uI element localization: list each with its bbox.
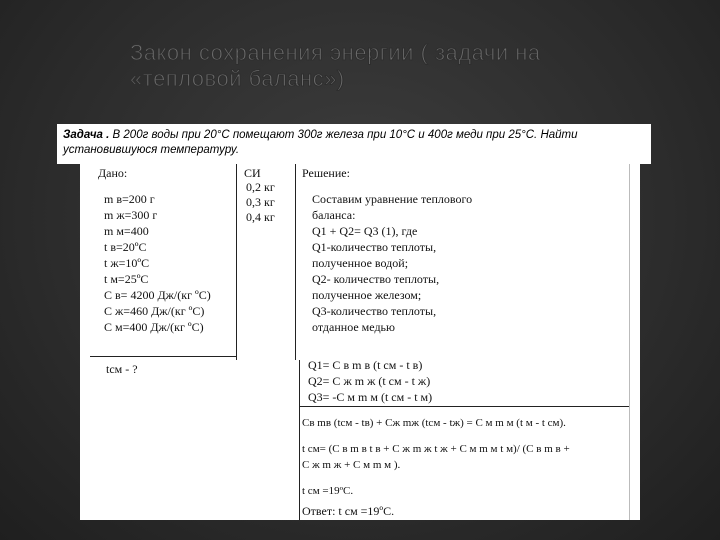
- answer: Ответ: t см =19ºС.: [302, 504, 395, 518]
- si-item: 0,3 кг: [246, 195, 275, 209]
- slide-title: [130, 40, 690, 92]
- divider-si-solution: [295, 164, 296, 360]
- task-text: В 200г воды при 20°С помещают 300г железа при 10°С и 400г меди при 25°С. Найти установившуюся температуру.: [63, 129, 578, 156]
- solution-line: баланса:: [312, 208, 356, 222]
- si-list: [246, 180, 275, 224]
- divider-solution-left: [299, 360, 300, 520]
- result-formula-line-1: t см= (С в m в t в + С ж m ж t ж + С м m м t м)/ (С в m в +: [302, 443, 570, 455]
- given-item: t ж=10ºС: [104, 256, 150, 270]
- divider-given-si: [236, 164, 237, 360]
- solution-line: полученное водой;: [312, 256, 409, 270]
- si-header: СИ: [244, 166, 261, 180]
- given-item: t в=20ºС: [104, 240, 147, 254]
- task-label: Задача .: [63, 129, 110, 141]
- si-item: 0,4 кг: [246, 210, 275, 224]
- solution-text: [312, 192, 472, 334]
- solution-line: Q2- количество теплоты,: [312, 272, 440, 286]
- solution-line: Q1 + Q2= Q3 (1), где: [312, 224, 418, 238]
- find-value: tсм - ?: [106, 362, 138, 376]
- given-item: t м=25ºС: [104, 272, 149, 286]
- q-formula: Q3= -С м m м (t см - t м): [308, 390, 433, 404]
- result-formula-line-2: С ж m ж + С м m м ).: [302, 459, 401, 471]
- given-item: С ж=460 Дж/(кг ºС): [104, 304, 205, 318]
- scanned-solution-image: [80, 164, 640, 520]
- given-item: С м=400 Дж/(кг ºС): [104, 320, 204, 334]
- given-item: m в=200 г: [104, 192, 155, 206]
- q-formulas: [308, 358, 432, 404]
- given-list: [104, 192, 211, 336]
- result-value: t см =19ºС.: [302, 485, 354, 497]
- title-line-2: «тепловой баланс»): [130, 66, 345, 91]
- solution-line: Q1-количество теплоты,: [312, 240, 437, 254]
- q-formula: Q2= С ж m ж (t см - t ж): [308, 374, 431, 388]
- q-formula: Q1= С в m в (t см - t в): [308, 358, 423, 372]
- solution-line: отданное медью: [312, 320, 395, 334]
- solution-line: Составим уравнение теплового: [312, 192, 473, 206]
- solution-header: Решение:: [302, 166, 350, 180]
- given-item: m м=400: [104, 224, 149, 238]
- solution-line: Q3-количество теплоты,: [312, 304, 437, 318]
- given-item: m ж=300 г: [104, 208, 158, 222]
- given-item: С в= 4200 Дж/(кг ºС): [104, 288, 211, 302]
- divider-find: [90, 356, 236, 357]
- divider-equation: [299, 406, 629, 407]
- solution-line: полученное железом;: [312, 288, 422, 302]
- given-header: Дано:: [98, 166, 128, 180]
- balance-equation: Св mв (tсм - tв) + Сж mж (tсм - tж) = С м m м (t м - t см).: [302, 417, 566, 429]
- divider-right: [629, 164, 630, 520]
- task-statement: [57, 124, 651, 164]
- title-line-1: Закон сохранения энергии ( задачи на: [130, 40, 541, 65]
- si-item: 0,2 кг: [246, 180, 275, 194]
